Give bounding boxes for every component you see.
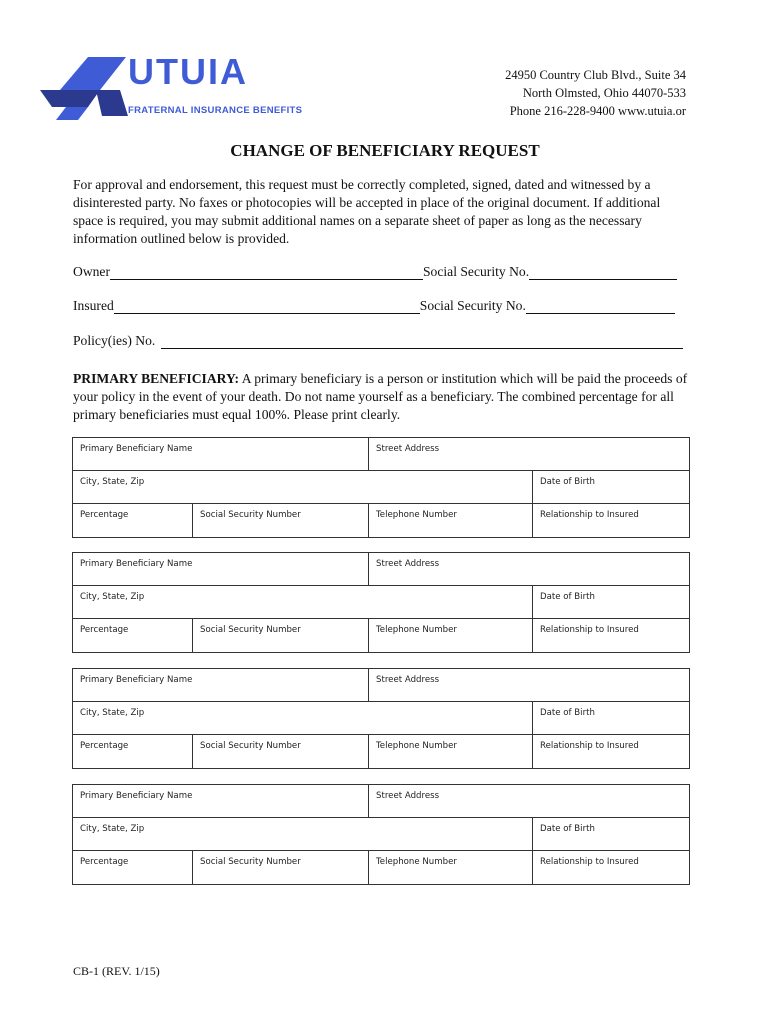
owner-label: Owner: [73, 264, 110, 279]
ssn-label-owner: Social Security No.: [423, 264, 530, 279]
beneficiary-name-field[interactable]: Primary Beneficiary Name: [73, 553, 369, 585]
table-row: [73, 504, 689, 537]
percentage-field[interactable]: Percentage: [73, 504, 193, 537]
telephone-field[interactable]: Telephone Number: [369, 619, 533, 652]
table-row: [73, 818, 689, 851]
policy-label: Policy(ies) No.: [73, 333, 156, 348]
table-row: [73, 438, 689, 471]
beneficiary-name-field[interactable]: Primary Beneficiary Name: [73, 785, 369, 817]
beneficiary-name-field[interactable]: Primary Beneficiary Name: [73, 669, 369, 701]
insured-label: Insured: [73, 298, 114, 313]
table-row: [73, 619, 689, 652]
telephone-field[interactable]: Telephone Number: [369, 851, 533, 884]
owner-row: [73, 264, 677, 280]
relationship-field[interactable]: Relationship to Insured: [540, 625, 639, 635]
ssn-label-insured: Social Security No.: [419, 298, 526, 313]
beneficiary-block-1: [72, 437, 690, 538]
primary-beneficiary-paragraph: [73, 370, 693, 424]
insured-field[interactable]: [114, 298, 420, 314]
owner-field[interactable]: [110, 264, 423, 280]
form-revision-code: CB-1 (REV. 1/15): [73, 964, 160, 978]
policy-field[interactable]: [161, 333, 683, 349]
beneficiary-block-3: [72, 668, 690, 769]
page-title: CHANGE OF BENEFICIARY REQUEST: [230, 141, 540, 160]
percentage-field[interactable]: Percentage: [73, 619, 193, 652]
table-row: [73, 669, 689, 702]
intro-paragraph: For approval and endorsement, this request must be correctly completed, signed, dated and witnessed by a disinterested party. No faxes or photocopies will be accepted in place of the original document. If additional space is required, you may submit additional names on a separate sheet of paper as long as the necessary information outlined below is provided.: [73, 177, 661, 246]
ssn-field[interactable]: Social Security Number: [193, 735, 369, 768]
date-of-birth-field[interactable]: Date of Birth: [540, 477, 595, 487]
table-row: [73, 586, 689, 619]
beneficiary-name-field[interactable]: Primary Beneficiary Name: [73, 438, 369, 470]
table-row: [73, 471, 689, 504]
table-row: [73, 735, 689, 768]
relationship-field[interactable]: Relationship to Insured: [540, 741, 639, 751]
address-line-2: North Olmsted, Ohio 44070-533: [522, 86, 686, 100]
ssn-field[interactable]: Social Security Number: [193, 504, 369, 537]
insured-ssn-field[interactable]: [526, 298, 675, 314]
table-row: [73, 702, 689, 735]
insured-row: [73, 298, 675, 314]
beneficiary-block-2: [72, 552, 690, 653]
date-of-birth-field[interactable]: Date of Birth: [540, 592, 595, 602]
percentage-field[interactable]: Percentage: [73, 735, 193, 768]
table-row: [73, 851, 689, 884]
address-line-1: 24950 Country Club Blvd., Suite 34: [505, 68, 686, 82]
percentage-field[interactable]: Percentage: [73, 851, 193, 884]
policy-row: [73, 333, 683, 349]
logo-tagline: FRATERNAL INSURANCE BENEFITS: [128, 105, 303, 116]
address-line-3: Phone 216-228-9400 www.utuia.or: [509, 104, 686, 118]
relationship-field[interactable]: Relationship to Insured: [540, 857, 639, 867]
ssn-field[interactable]: Social Security Number: [193, 619, 369, 652]
telephone-field[interactable]: Telephone Number: [369, 735, 533, 768]
table-row: [73, 785, 689, 818]
city-state-zip-field[interactable]: City, State, Zip: [73, 818, 533, 850]
telephone-field[interactable]: Telephone Number: [369, 504, 533, 537]
logo-name: UTUIA: [128, 51, 248, 92]
company-address: [505, 66, 686, 120]
primary-heading: PRIMARY BENEFICIARY:: [73, 371, 240, 386]
street-address-field[interactable]: Street Address: [376, 675, 440, 685]
city-state-zip-field[interactable]: City, State, Zip: [73, 471, 533, 503]
street-address-field[interactable]: Street Address: [376, 559, 440, 569]
beneficiary-block-4: [72, 784, 690, 885]
table-row: [73, 553, 689, 586]
primary-text: A primary beneficiary is a person or institution which will be paid the proceeds of your policy in the event of your death. Do not name yourself as a beneficiary. The combined percentage for all primary beneficiaries must equal 100%. Please print clearly.: [73, 371, 688, 422]
date-of-birth-field[interactable]: Date of Birth: [540, 708, 595, 718]
city-state-zip-field[interactable]: City, State, Zip: [73, 586, 533, 618]
street-address-field[interactable]: Street Address: [376, 791, 440, 801]
relationship-field[interactable]: Relationship to Insured: [540, 510, 639, 520]
date-of-birth-field[interactable]: Date of Birth: [540, 824, 595, 834]
ssn-field[interactable]: Social Security Number: [193, 851, 369, 884]
street-address-field[interactable]: Street Address: [376, 444, 440, 454]
city-state-zip-field[interactable]: City, State, Zip: [73, 702, 533, 734]
owner-ssn-field[interactable]: [529, 264, 677, 280]
